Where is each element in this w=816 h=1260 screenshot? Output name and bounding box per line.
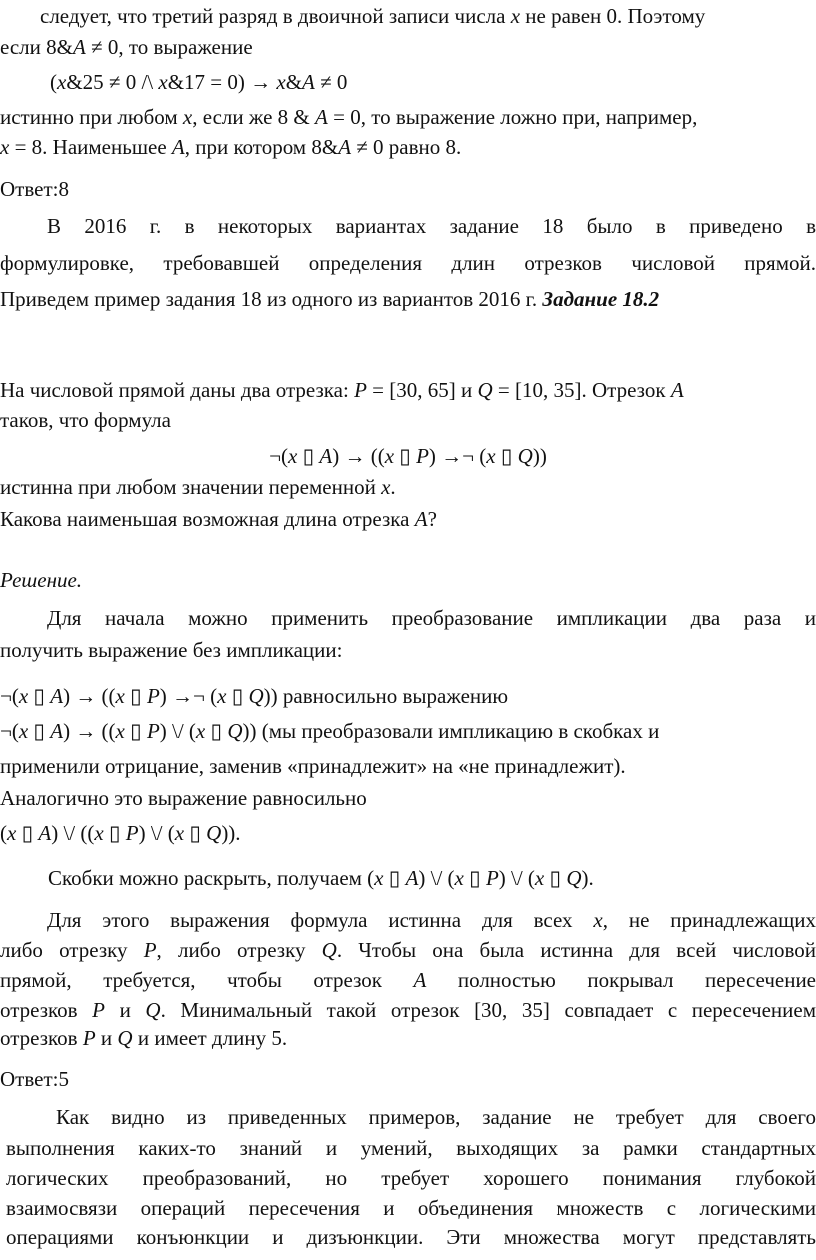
text-line	[0, 104, 816, 130]
math-var: P	[146, 684, 160, 708]
text-segment: ≠ 0, то выражение	[85, 35, 253, 59]
missing-glyph: ▯	[544, 866, 567, 890]
math-var: P	[125, 821, 139, 845]
text-segment: = 8. Наименьшее	[9, 135, 172, 159]
missing-glyph: ▯	[124, 684, 147, 708]
text-line	[0, 377, 816, 403]
paragraph-line	[6, 1195, 816, 1221]
text-segment: &	[285, 70, 303, 94]
paragraph-line	[6, 1135, 816, 1161]
text-segment: ) \/ ((	[51, 821, 95, 845]
paragraph-line	[56, 1104, 816, 1130]
answer-text: Ответ:8	[0, 177, 69, 201]
math-var: P	[143, 938, 157, 962]
text-segment: следует, что третий разряд в двоичной записи числа	[40, 4, 511, 28]
math-var: x	[115, 684, 125, 708]
math-var: x	[381, 475, 391, 499]
text-segment: и имеет длину 5.	[132, 1026, 288, 1050]
text-segment: (	[0, 821, 7, 845]
task-heading: Задание 18.2	[542, 287, 660, 311]
text-segment: )) (мы преобразовали импликацию в скобках и	[242, 719, 660, 743]
text-segment: ) \/ (	[418, 866, 455, 890]
math-var: x	[276, 70, 286, 94]
missing-glyph: ▯	[383, 866, 406, 890]
paragraph-line	[6, 1165, 816, 1191]
text-line	[0, 1025, 816, 1051]
math-var: x	[115, 719, 125, 743]
text-segment: ) →¬ (	[428, 444, 487, 468]
text-segment: применили отрицание, заменив «принадлежит» на «не принадлежит).	[0, 754, 626, 778]
math-var: P	[92, 998, 105, 1022]
text-segment: либо отрезку	[0, 938, 144, 962]
math-var: A	[319, 444, 333, 468]
paragraph-line	[0, 967, 816, 993]
missing-glyph: ▯	[124, 719, 147, 743]
text-segment: . Минимальный такой отрезок [30, 35] совпадает с пересечением	[160, 998, 816, 1022]
answer-line	[0, 176, 816, 202]
math-var: x	[182, 105, 193, 129]
math-var: A	[405, 866, 419, 890]
text-segment: , либо отрезку	[156, 938, 322, 962]
math-var: Q	[227, 719, 243, 743]
math-var: x	[510, 4, 521, 28]
text-segment: формулировке, требовавшей определения длин отрезков числовой прямой.	[0, 251, 816, 275]
math-var: A	[38, 821, 52, 845]
math-var: P	[485, 866, 499, 890]
text-segment: = [10, 35]. Отрезок	[492, 378, 671, 402]
text-segment: получить выражение без импликации:	[0, 638, 343, 662]
paragraph-line	[0, 250, 816, 276]
text-segment: &17 = 0) →	[167, 70, 277, 94]
text-line	[0, 407, 816, 433]
text-segment: взаимосвязи операций пересечения и объединения множеств с логическими	[6, 1196, 816, 1220]
text-segment: , если же 8 &	[192, 105, 316, 129]
missing-glyph: ▯	[205, 719, 228, 743]
text-segment: Как видно из приведенных примеров, задание не требует для своего	[56, 1105, 816, 1129]
math-var: x	[288, 444, 298, 468]
text-segment: и	[105, 998, 146, 1022]
text-segment: Аналогично это выражение равносильно	[0, 786, 367, 810]
solution-heading	[0, 567, 816, 593]
missing-glyph: ▯	[226, 684, 249, 708]
formula-line	[50, 69, 816, 95]
text-segment: = [30, 65] и	[366, 378, 478, 402]
missing-glyph: ▯	[463, 866, 486, 890]
math-var: A	[50, 719, 64, 743]
text-line	[40, 3, 816, 29]
text-segment: = 0, то выражение ложно при, например,	[327, 105, 698, 129]
missing-glyph: ▯	[28, 719, 51, 743]
math-var: Q	[145, 998, 161, 1022]
text-segment: выполнения каких-то знаний и умений, выходящих за рамки стандартных	[6, 1136, 816, 1160]
math-var: A	[670, 378, 684, 402]
missing-glyph: ▯	[28, 684, 51, 708]
text-segment: отрезков	[0, 998, 93, 1022]
answer-line	[0, 1066, 816, 1092]
math-var: Q	[517, 444, 533, 468]
paragraph-line	[0, 937, 816, 963]
text-segment: ≠ 0 равно 8.	[351, 135, 462, 159]
text-segment: , не принадлежащих	[602, 908, 816, 932]
text-segment: операциями конъюнкции и дизъюнкции. Эти множества могут представлять	[6, 1225, 816, 1249]
math-var: x	[0, 135, 10, 159]
text-segment: истинно при любом	[0, 105, 183, 129]
math-var: x	[384, 444, 395, 468]
text-segment: )).	[221, 821, 241, 845]
text-segment: ?	[427, 507, 437, 531]
text-line	[0, 753, 816, 779]
text-segment: не равен 0. Поэтому	[520, 4, 706, 28]
text-segment: ) \/ (	[498, 866, 535, 890]
text-segment: ¬(	[0, 719, 19, 743]
text-segment: ).	[581, 866, 594, 890]
text-segment: ¬(	[269, 444, 288, 468]
math-var: x	[534, 866, 545, 890]
text-line	[0, 474, 816, 500]
formula-line	[0, 718, 816, 744]
answer-text: Ответ:5	[0, 1067, 69, 1091]
math-var: Q	[117, 1026, 133, 1050]
math-var: A	[338, 135, 352, 159]
text-segment: Скобки можно раскрыть, получаем (	[48, 866, 375, 890]
text-line	[0, 286, 816, 312]
text-segment: таков, что формула	[0, 408, 171, 432]
missing-glyph: ▯	[394, 444, 417, 468]
text-segment: ) →¬ (	[159, 684, 218, 708]
formula-line	[0, 683, 816, 709]
math-var: P	[416, 444, 429, 468]
math-var: x	[593, 908, 603, 932]
math-var: A	[315, 105, 328, 129]
math-var: x	[94, 821, 104, 845]
text-line	[0, 506, 816, 532]
math-var: x	[195, 719, 206, 743]
math-var: x	[374, 866, 384, 890]
math-var: x	[7, 821, 17, 845]
math-var: A	[414, 507, 428, 531]
math-var: x	[18, 719, 29, 743]
formula-line	[0, 443, 816, 469]
paragraph-line	[0, 997, 816, 1023]
text-line	[0, 785, 816, 811]
missing-glyph: ▯	[495, 444, 518, 468]
math-var: P	[354, 378, 367, 402]
text-segment: ) → ((	[63, 684, 116, 708]
text-segment: ) → ((	[63, 719, 116, 743]
text-segment: истинна при любом значении переменной	[0, 475, 382, 499]
missing-glyph: ▯	[103, 821, 126, 845]
text-segment: логических преобразований, но требует хорошего понимания глубокой	[6, 1166, 816, 1190]
text-segment: Какова наименьшая возможная длина отрезка	[0, 507, 415, 531]
math-var: Q	[206, 821, 222, 845]
text-segment: . Чтобы она была истинна для всей числовой	[336, 938, 816, 962]
formula-line	[0, 820, 816, 846]
math-var: Q	[321, 938, 337, 962]
math-var: Q	[248, 684, 264, 708]
math-var: P	[82, 1026, 96, 1050]
math-var: Q	[566, 866, 582, 890]
text-segment: Для этого выражения формула истинна для всех	[47, 908, 594, 932]
text-segment: В 2016 г. в некоторых вариантах задание 18 было в приведено в	[47, 214, 816, 238]
text-segment: ))	[532, 444, 547, 468]
math-var: A	[72, 35, 86, 59]
text-segment: , при котором 8&	[184, 135, 339, 159]
math-var: A	[50, 684, 64, 708]
text-segment: ) \/ (	[138, 821, 175, 845]
text-segment: отрезков	[0, 1026, 83, 1050]
math-var: A	[413, 968, 427, 992]
text-line	[0, 637, 816, 663]
missing-glyph: ▯	[297, 444, 320, 468]
math-var: P	[146, 719, 160, 743]
text-line	[0, 134, 816, 160]
text-segment: Приведем пример задания 18 из одного из вариантов 2016 г.	[0, 287, 543, 311]
math-var: x	[18, 684, 29, 708]
text-segment: )) равносильно выражению	[263, 684, 509, 708]
text-segment: На числовой прямой даны два отрезка:	[0, 378, 355, 402]
text-line	[0, 34, 816, 60]
text-segment: ) \/ (	[159, 719, 196, 743]
math-var: x	[57, 70, 67, 94]
math-var: x	[158, 70, 168, 94]
math-var: A	[171, 135, 185, 159]
paragraph-line	[47, 213, 816, 239]
text-segment: ) → ((	[332, 444, 385, 468]
text-segment: если 8&	[0, 35, 73, 59]
text-segment: ¬(	[0, 684, 19, 708]
text-segment: Для начала можно применить преобразование импликации два раза и	[47, 606, 816, 630]
math-var: x	[454, 866, 464, 890]
text-segment: &25 ≠ 0 /\	[66, 70, 159, 94]
math-var: x	[217, 684, 227, 708]
text-segment: .	[390, 475, 396, 499]
math-var: x	[486, 444, 496, 468]
paragraph-line	[47, 605, 816, 631]
math-var: x	[174, 821, 185, 845]
text-segment: и	[95, 1026, 118, 1050]
missing-glyph: ▯	[16, 821, 39, 845]
missing-glyph: ▯	[184, 821, 207, 845]
text-segment: Решение.	[0, 568, 83, 592]
paragraph-line	[6, 1224, 816, 1250]
text-segment: прямой, требуется, чтобы отрезок	[0, 968, 414, 992]
text-segment: (	[50, 70, 57, 94]
math-var: Q	[477, 378, 493, 402]
formula-line	[48, 865, 816, 891]
math-var: A	[302, 70, 315, 94]
text-segment: полностью покрывал пересечение	[426, 968, 816, 992]
paragraph-line	[47, 907, 816, 933]
text-segment: ≠ 0	[314, 70, 348, 94]
